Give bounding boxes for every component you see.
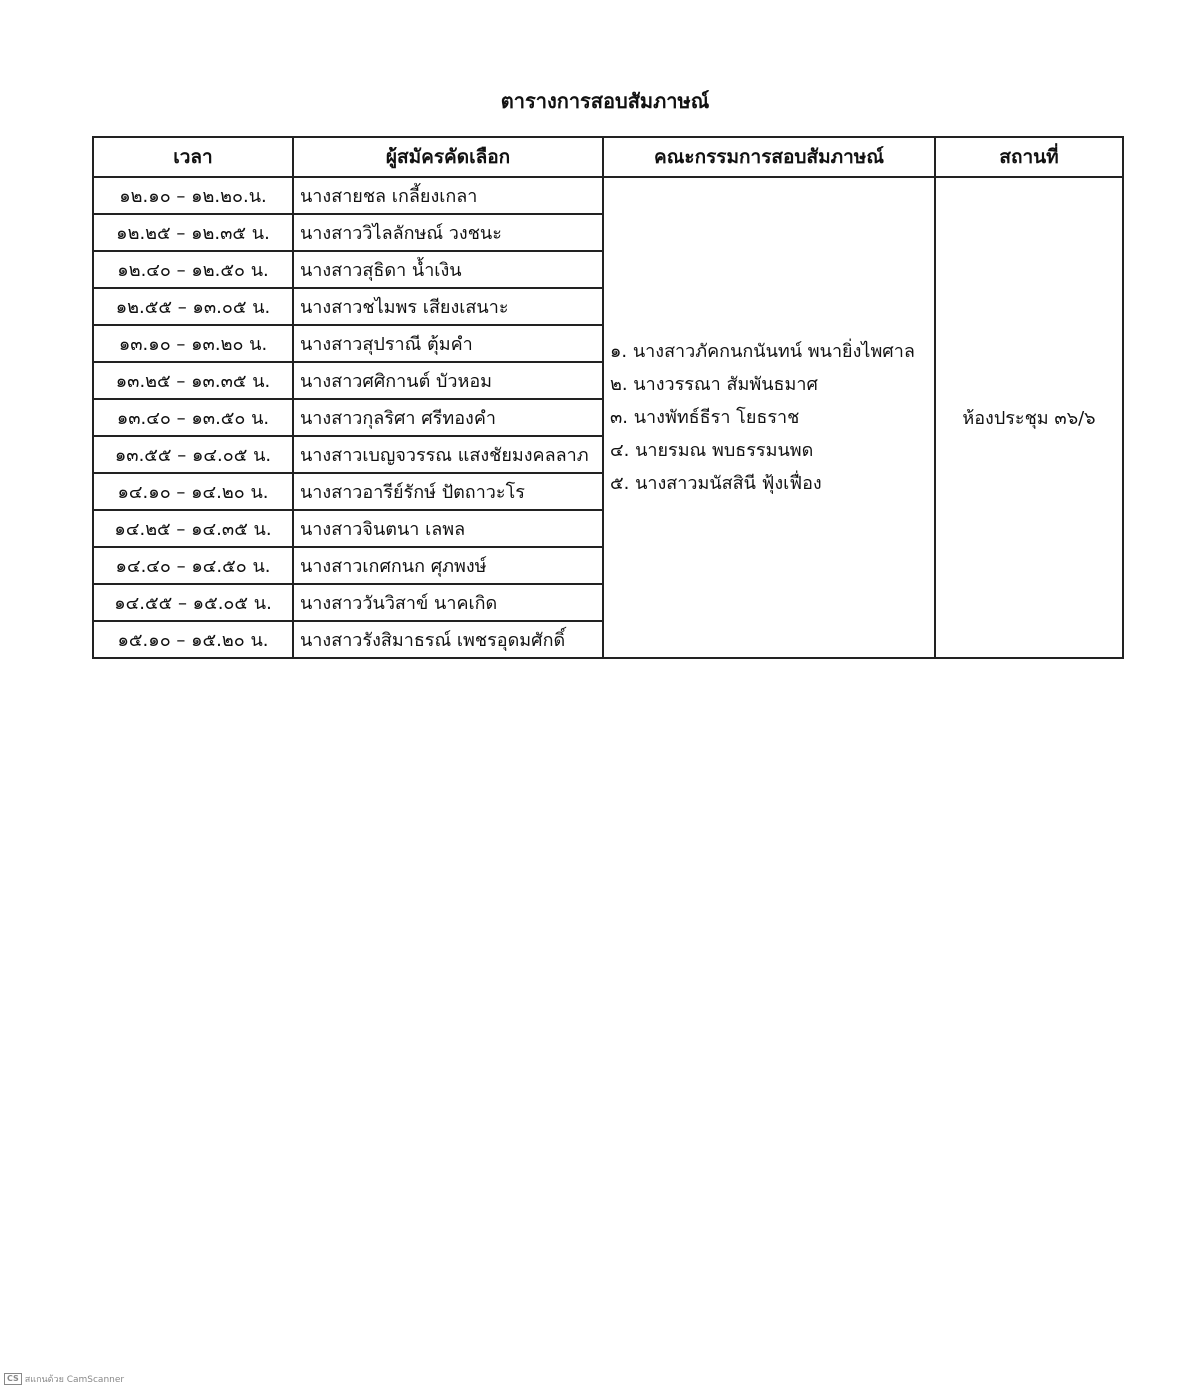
camscanner-logo-icon: CS: [4, 1373, 22, 1385]
time-slot: ๑๒.๑๐ – ๑๒.๒๐.น.: [93, 177, 293, 214]
candidate-name: นางสาวเบญจวรรณ แสงชัยมงคลลาภ: [293, 436, 603, 473]
time-slot: ๑๓.๕๕ – ๑๔.๐๕ น.: [93, 436, 293, 473]
time-slot: ๑๒.๔๐ – ๑๒.๕๐ น.: [93, 251, 293, 288]
committee-member: ๑. นางสาวภัคกนกนันทน์ พนายิ่งไพศาล: [610, 341, 915, 362]
time-slot: ๑๒.๕๕ – ๑๓.๐๕ น.: [93, 288, 293, 325]
time-slot: ๑๓.๔๐ – ๑๓.๕๐ น.: [93, 399, 293, 436]
candidate-name: นางสาววิไลลักษณ์ วงชนะ: [293, 214, 603, 251]
header-place: สถานที่: [935, 137, 1123, 177]
committee-member: ๒. นางวรรณา สัมพันธมาศ: [610, 374, 818, 395]
committee-member: ๕. นางสาวมนัสสินี ฟุ้งเฟื่อง: [610, 473, 822, 494]
document-title: ตารางการสอบสัมภาษณ์: [500, 89, 710, 113]
time-slot: ๑๔.๒๕ – ๑๔.๓๕ น.: [93, 510, 293, 547]
table-header-row: [93, 137, 1123, 177]
candidate-name: นางสาวกุลริศา ศรีทองคำ: [293, 399, 603, 436]
interview-place: ห้องประชุม ๓๖/๖: [935, 177, 1123, 658]
time-slot: ๑๔.๑๐ – ๑๔.๒๐ น.: [93, 473, 293, 510]
header-candidate: ผู้สมัครคัดเลือก: [293, 137, 603, 177]
time-slot: ๑๓.๑๐ – ๑๓.๒๐ น.: [93, 325, 293, 362]
time-slot: ๑๕.๑๐ – ๑๕.๒๐ น.: [93, 621, 293, 658]
interview-schedule-table: [92, 136, 1124, 659]
committee-member: ๔. นายรมณ พบธรรมนพด: [610, 440, 814, 461]
candidate-name: นางสาวสุธิดา น้ำเงิน: [293, 251, 603, 288]
candidate-name: นางสายชล เกลี้ยงเกลา: [293, 177, 603, 214]
time-slot: ๑๓.๒๕ – ๑๓.๓๕ น.: [93, 362, 293, 399]
table-row: [93, 177, 1123, 214]
committee-member: ๓. นางพัทธ์ธีรา โยธราช: [610, 407, 800, 428]
candidate-name: นางสาวจินตนา เลพล: [293, 510, 603, 547]
candidate-name: นางสาวอารีย์รักษ์ ปัตถาวะโร: [293, 473, 603, 510]
camscanner-watermark: [4, 1372, 124, 1386]
candidate-name: นางสาวศศิกานต์ บัวหอม: [293, 362, 603, 399]
header-committee: คณะกรรมการสอบสัมภาษณ์: [603, 137, 935, 177]
committee-list: [603, 177, 935, 658]
candidate-name: นางสาวสุปราณี ตุ้มคำ: [293, 325, 603, 362]
candidate-name: นางสาวรังสิมาธรณ์ เพชรอุดมศักดิ์: [293, 621, 603, 658]
camscanner-text: สแกนด้วย CamScanner: [24, 1375, 125, 1385]
candidate-name: นางสาววันวิสาข์ นาคเกิด: [293, 584, 603, 621]
time-slot: ๑๔.๕๕ – ๑๕.๐๕ น.: [93, 584, 293, 621]
candidate-name: นางสาวชไมพร เสียงเสนาะ: [293, 288, 603, 325]
header-time: เวลา: [93, 137, 293, 177]
time-slot: ๑๔.๔๐ – ๑๔.๕๐ น.: [93, 547, 293, 584]
candidate-name: นางสาวเกศกนก ศุภพงษ์: [293, 547, 603, 584]
time-slot: ๑๒.๒๕ – ๑๒.๓๕ น.: [93, 214, 293, 251]
